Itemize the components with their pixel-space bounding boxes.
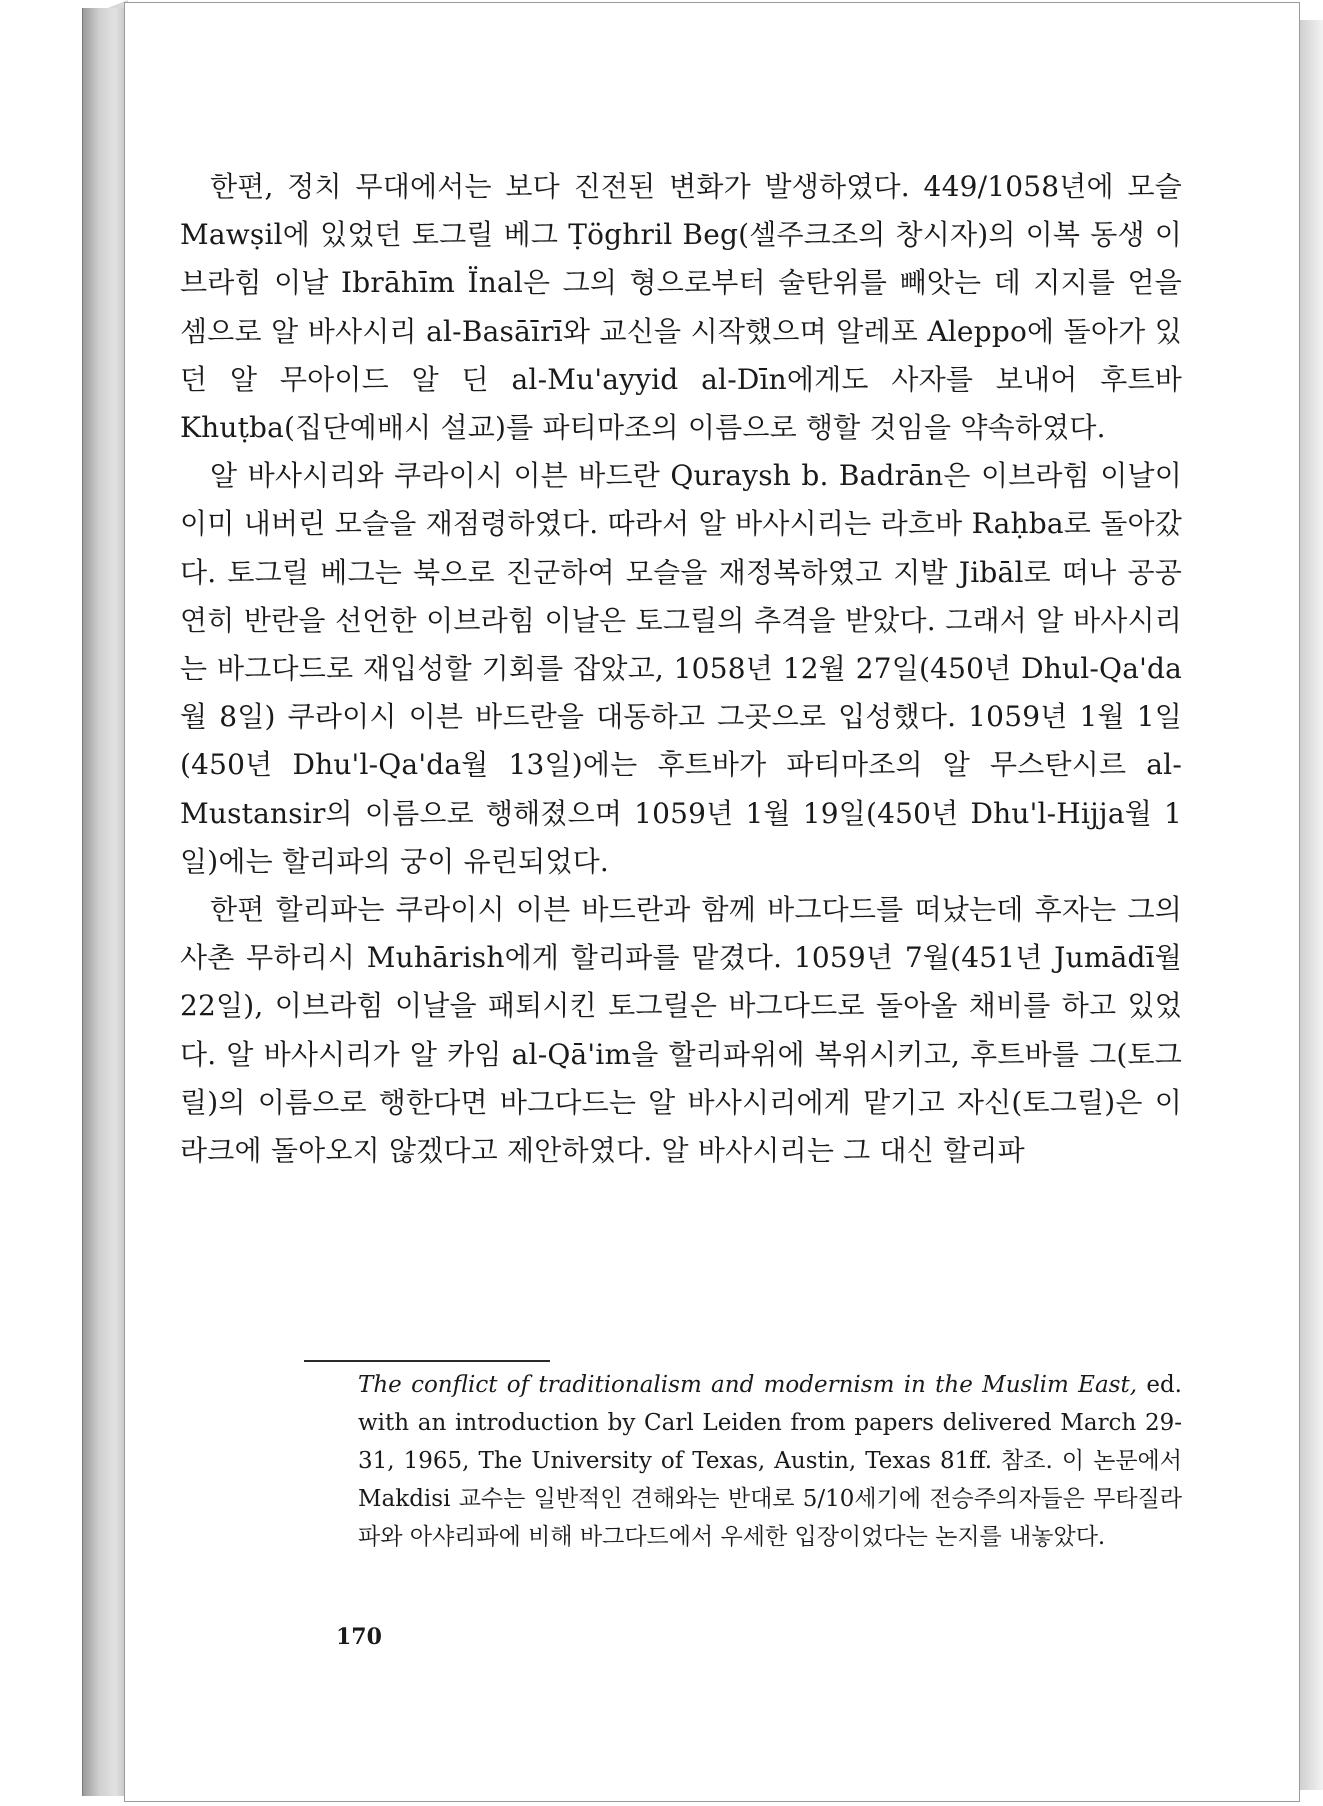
paragraph: 알 바사시리와 쿠라이시 이븐 바드란 Quraysh b. Badrān은 이브라힘 이날이 이미 내버린 모슬을 재점령하였다. 따라서 알 바사시리는 라흐바 Raḥba로 돌아갔다. 토그릴 베그는 북으로 진군하여 모슬을 재정복하였고 지발 Jibāl로 떠나 공공연히 반란을 선언한 이브라힘 이날은 토그릴의 추격을 받았다. 그래서 알 바사시리는 바그다드로 재입성할 기회를 잡았고, 1058년 12월 27일(450년 Dhul-Qa'da월 8일) 쿠라이시 이븐 바드란을 대동하고 그곳으로 입성했다. 1059년 1월 1일(450년 Dhu'l-Qa'da월 13일)에는 후트바가 파티마조의 알 무스탄시르 al-Mustansir의 이름으로 행해졌으며 1059년 1월 19일(450년 Dhu'l-Hijja월 1일)에는 할리파의 궁이 유린되었다. xyxy=(180,459,1182,878)
footnote-divider xyxy=(304,1360,550,1362)
paragraph: 한편, 정치 무대에서는 보다 진전된 변화가 발생하였다. 449/1058년에 모슬 Mawṣil에 있었던 토그릴 베그 Ṭöghril Beg(셀주크조의 창시자)의 이복 동생 이브라힘 이날 Ibrāhīm Ïnal은 그의 형으로부터 술탄위를 빼앗는 데 지지를 얻을 셈으로 알 바사시리 al-Basāīrī와 교신을 시작했으며 알레포 Aleppo에 돌아가 있던 알 무아이드 알 딘 al-Mu'ayyid al-Dīn에게도 사자를 보내어 후트바 Khuṭba(집단예배시 설교)를 파티마조의 이름으로 행할 것임을 약속하였다. xyxy=(180,170,1182,445)
page-shadow xyxy=(1300,20,1323,1790)
footnote-text: ed. with an introduction by Carl Leiden from papers delivered March 29-31, 1965, The University of Texas, Austin, Texas 81ff. 참조. 이 논문에서 Makdisi 교수는 일반적인 견해와는 반대로 5/10세기에 전승주의자들은 무타질라파와 아샤리파에 비해 바그다드에서 우세한 입장이었다는 논지를 내놓았다. xyxy=(358,1372,1182,1550)
page-number: 170 xyxy=(336,1624,382,1650)
paragraph: 한편 할리파는 쿠라이시 이븐 바드란과 함께 바그다드를 떠났는데 후자는 그의 사촌 무하리시 Muhārish에게 할리파를 맡겼다. 1059년 7월(451년 Jumādī월 22일), 이브라힘 이날을 패퇴시킨 토그릴은 바그다드로 돌아올 채비를 하고 있었다. 알 바사시리가 알 카임 al-Qā'im을 할리파위에 복위시키고, 후트바를 그(토그릴)의 이름으로 행한다면 바그다드는 알 바사시리에게 맡기고 자신(토그릴)은 이라크에 돌아오지 않겠다고 제안하였다. 알 바사시리는 그 대신 할리파 xyxy=(180,893,1182,1168)
footnote-book-title: The conflict of traditionalism and modernism in the Muslim East, xyxy=(358,1372,1138,1398)
body-text xyxy=(180,163,1182,1175)
footnote xyxy=(358,1366,1182,1556)
book-spine-edge xyxy=(82,8,129,1796)
